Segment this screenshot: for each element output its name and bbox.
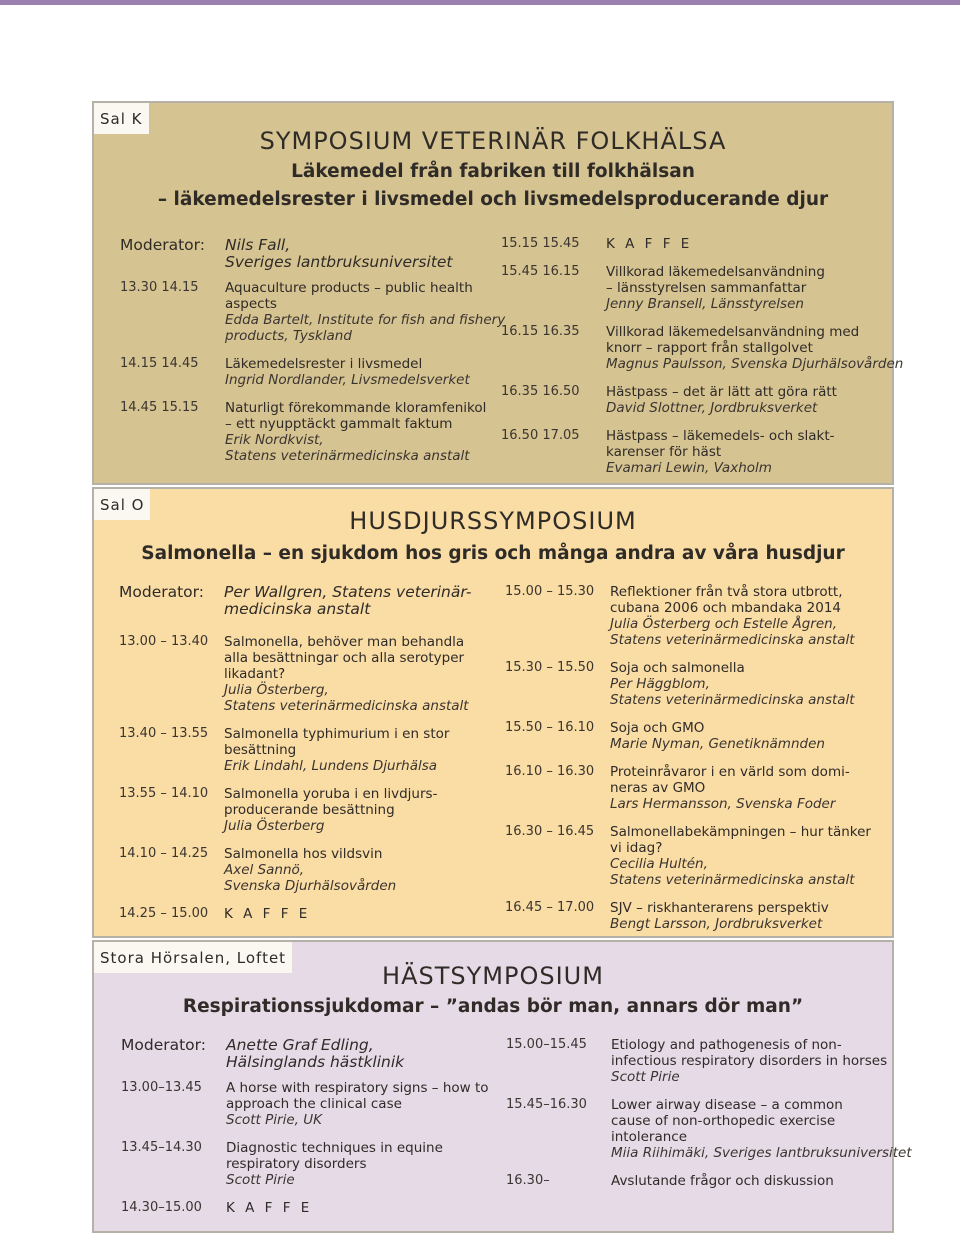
section-title: HÄSTSYMPOSIUM [382, 962, 604, 990]
program-time: 16.45 – 17.00 [505, 900, 595, 915]
program-time: 15.50 – 16.10 [505, 720, 595, 735]
program-title-line: K A F F E [224, 906, 311, 922]
program-speaker-line: Evamari Lewin, Vaxholm [606, 460, 772, 476]
room-label: Stora Hörsalen, Loftet [94, 942, 292, 973]
top-accent-line [0, 0, 960, 5]
program-title-line: producerande besättning [224, 802, 395, 818]
program-speaker-line: Bengt Larsson, Jordbruksverket [610, 916, 823, 932]
program-title-line: infectious respiratory disorders in horses [611, 1053, 888, 1069]
program-title-line: cause of non-orthopedic exercise [611, 1113, 836, 1129]
program-title-line: K A F F E [226, 1200, 313, 1216]
program-title-line: A horse with respiratory signs – how to [226, 1080, 489, 1096]
program-item [121, 1080, 491, 1128]
program-speaker-line: Statens veterinärmedicinska anstalt [225, 448, 470, 464]
moderator-name: Per Wallgren, Statens veterinär- [224, 583, 472, 601]
program-title-line: Aquaculture products – public health [225, 280, 473, 296]
program-time: 15.00–15.45 [506, 1037, 587, 1052]
section-hastsymposium [92, 940, 912, 1233]
program-title-line: Salmonella hos vildsvin [224, 846, 383, 862]
program-item [501, 324, 904, 372]
program-title-line: K A F F E [606, 236, 693, 252]
program-right-column [506, 1037, 912, 1201]
program-title-line: besättning [224, 742, 297, 758]
program-item [120, 400, 490, 464]
program-title-line: Salmonella, behöver man behandla [224, 634, 465, 650]
program-speaker-line: Magnus Paulsson, Svenska Djurhälsovården [606, 356, 904, 372]
program-speaker-line: Statens veterinärmedicinska anstalt [610, 632, 855, 648]
moderator-affiliation: Hälsinglands hästklinik [226, 1053, 405, 1071]
program-title-line: – länsstyrelsen sammanfattar [606, 280, 807, 296]
program-title-line: Soja och GMO [610, 720, 705, 736]
program-speaker-line: Axel Sannö, [224, 862, 305, 878]
program-time: 16.30– [506, 1173, 550, 1188]
program-time: 16.50 17.05 [501, 428, 580, 443]
program-title-line: vi idag? [610, 840, 663, 856]
program-right-column [501, 236, 904, 488]
program-item [505, 764, 890, 812]
moderator-block [119, 584, 472, 618]
program-item [120, 356, 490, 388]
program-speaker-line: Scott Pirie [611, 1069, 680, 1085]
program-item [121, 1200, 491, 1216]
program-title-line: Diagnostic techniques in equine [226, 1140, 443, 1156]
program-title-line: Soja och salmonella [610, 660, 745, 676]
program-speaker-line: Julia Österberg och Estelle Ågren, [610, 616, 837, 632]
program-item [119, 726, 489, 774]
program-item [505, 720, 890, 752]
program-speaker-line: Statens veterinärmedicinska anstalt [610, 692, 855, 708]
program-right-column [505, 584, 890, 944]
program-item [505, 900, 890, 932]
moderator-block [121, 1037, 404, 1071]
program-title-line: Salmonella yoruba i en livdjurs- [224, 786, 438, 802]
program-title-line: Hästpass – läkemedels- och slakt- [606, 428, 835, 444]
program-item [505, 584, 890, 648]
program-title-line: Hästpass – det är lätt att göra rätt [606, 384, 837, 400]
program-item [119, 786, 489, 834]
section-title: HUSDJURSSYMPOSIUM [349, 507, 637, 535]
program-item [501, 428, 891, 476]
program-title-line: knorr – rapport från stallgolvet [606, 340, 813, 356]
moderator-label: Moderator: [120, 236, 205, 254]
program-speaker-line: products, Tyskland [225, 328, 352, 344]
program-item [121, 1140, 491, 1188]
program-item [505, 824, 890, 888]
program-time: 14.30–15.00 [121, 1200, 202, 1215]
section-subtitle: Salmonella – en sjukdom hos gris och många andra av våra husdjur [141, 543, 845, 564]
program-title-line: aspects [225, 296, 277, 312]
section-husdjurssymposium [92, 487, 894, 938]
moderator-affiliation: medicinska anstalt [224, 600, 371, 618]
program-speaker-line: Erik Lindahl, Lundens Djurhälsa [224, 758, 438, 774]
moderator-name: Anette Graf Edling, [226, 1036, 374, 1054]
program-left-column [121, 1080, 491, 1228]
section-subtitle: Läkemedel från fabriken till folkhälsan [291, 161, 695, 182]
program-speaker-line: Statens veterinärmedicinska anstalt [610, 872, 855, 888]
program-title-line: Naturligt förekommande kloramfenikol [225, 400, 487, 416]
program-speaker-line: Jenny Bransell, Länsstyrelsen [606, 296, 804, 312]
program-time: 14.25 – 15.00 [119, 906, 209, 921]
program-item [119, 906, 489, 922]
program-time: 15.15 15.45 [501, 236, 580, 251]
program-speaker-line: Statens veterinärmedicinska anstalt [224, 698, 469, 714]
program-time: 16.15 16.35 [501, 324, 580, 339]
program-speaker-line: Scott Pirie, UK [226, 1112, 322, 1128]
program-title-line: respiratory disorders [226, 1156, 367, 1172]
program-time: 16.30 – 16.45 [505, 824, 595, 839]
moderator-name: Nils Fall, [225, 236, 291, 254]
program-speaker-line: Scott Pirie [226, 1172, 295, 1188]
program-item [506, 1097, 912, 1161]
program-title-line: Salmonellabekämpningen – hur tänker [610, 824, 871, 840]
program-time: 15.45 16.15 [501, 264, 580, 279]
program-time: 13.40 – 13.55 [119, 726, 209, 741]
program-time: 13.55 – 14.10 [119, 786, 209, 801]
program-title-line: Villkorad läkemedelsanvändning med [606, 324, 860, 340]
section-veterinar-folkhalsa [92, 101, 904, 485]
section-subtitle: – läkemedelsrester i livsmedel och livsmedelsproducerande djur [157, 189, 829, 210]
program-item [506, 1173, 891, 1189]
program-time: 15.45–16.30 [506, 1097, 587, 1112]
moderator-label: Moderator: [119, 583, 204, 601]
moderator-block [120, 237, 453, 271]
program-speaker-line: Ingrid Nordlander, Livsmedelsverket [225, 372, 470, 388]
program-time: 16.10 – 16.30 [505, 764, 595, 779]
program-item [501, 236, 891, 252]
program-title-line: neras av GMO [610, 780, 706, 796]
program-time: 16.35 16.50 [501, 384, 580, 399]
program-time: 13.45–14.30 [121, 1140, 202, 1155]
program-time: 15.00 – 15.30 [505, 584, 595, 599]
program-title-line: – ett nyupptäckt gammalt faktum [225, 416, 453, 432]
program-title-line: Salmonella typhimurium i en stor [224, 726, 450, 742]
program-title-line: alla besättningar och alla serotyper [224, 650, 465, 666]
program-details [506, 1173, 891, 1189]
section-title: SYMPOSIUM VETERINÄR FOLKHÄLSA [259, 127, 727, 155]
section-subtitle: Respirationssjukdomar – ”andas bör man, annars dör man” [182, 996, 804, 1017]
program-time: 13.30 14.15 [120, 280, 199, 295]
program-title-line: SJV – riskhanterarens perspektiv [610, 900, 829, 916]
program-time: 13.00 – 13.40 [119, 634, 209, 649]
moderator-label: Moderator: [121, 1036, 206, 1054]
moderator-affiliation: Sveriges lantbruksuniversitet [225, 253, 453, 271]
program-item [119, 846, 489, 894]
program-title-line: approach the clinical case [226, 1096, 402, 1112]
program-title-line: Avslutande frågor och diskussion [611, 1173, 834, 1189]
program-title-line: karenser för häst [606, 444, 722, 460]
program-title-line: intolerance [611, 1129, 688, 1145]
room-label: Sal O [94, 489, 150, 520]
program-time: 14.10 – 14.25 [119, 846, 209, 861]
program-speaker-line: Marie Nyman, Genetiknämnden [610, 736, 825, 752]
room-label: Sal K [94, 103, 149, 134]
program-title-line: likadant? [224, 666, 286, 682]
program-speaker-line: Julia Österberg, [224, 682, 329, 698]
program-speaker-line: David Slottner, Jordbruksverket [606, 400, 818, 416]
program-title-line: Etiology and pathogenesis of non- [611, 1037, 842, 1053]
program-speaker-line: Edda Bartelt, Institute for fish and fishery [225, 312, 506, 328]
program-speaker-line: Miia Riihimäki, Sveriges lantbruksuniversitet [611, 1145, 912, 1161]
program-item [505, 660, 890, 708]
program-title-line: Läkemedelsrester i livsmedel [225, 356, 423, 372]
program-time: 15.30 – 15.50 [505, 660, 595, 675]
program-title-line: Lower airway disease – a common [611, 1097, 843, 1113]
program-time: 14.45 15.15 [120, 400, 199, 415]
program-item [119, 634, 489, 714]
program-item [120, 280, 506, 344]
program-time: 14.15 14.45 [120, 356, 199, 371]
program-item [501, 384, 891, 416]
program-speaker-line: Per Häggblom, [610, 676, 710, 692]
program-speaker-line: Julia Österberg [224, 818, 325, 834]
program-title-line: Proteinråvaror i en värld som domi- [610, 764, 850, 780]
program-left-column [119, 634, 489, 934]
program-title-line: Villkorad läkemedelsanvändning [606, 264, 825, 280]
program-left-column [120, 280, 506, 476]
program-speaker-line: Erik Nordkvist, [225, 432, 324, 448]
program-item [501, 264, 891, 312]
program-title-line: cubana 2006 och mbandaka 2014 [610, 600, 842, 616]
program-speaker-line: Lars Hermansson, Svenska Foder [610, 796, 836, 812]
program-speaker-line: Cecilia Hultén, [610, 856, 708, 872]
program-title-line: Reflektioner från två stora utbrott, [610, 584, 843, 600]
program-time: 13.00–13.45 [121, 1080, 202, 1095]
program-item [506, 1037, 891, 1085]
program-speaker-line: Svenska Djurhälsovården [224, 878, 397, 894]
